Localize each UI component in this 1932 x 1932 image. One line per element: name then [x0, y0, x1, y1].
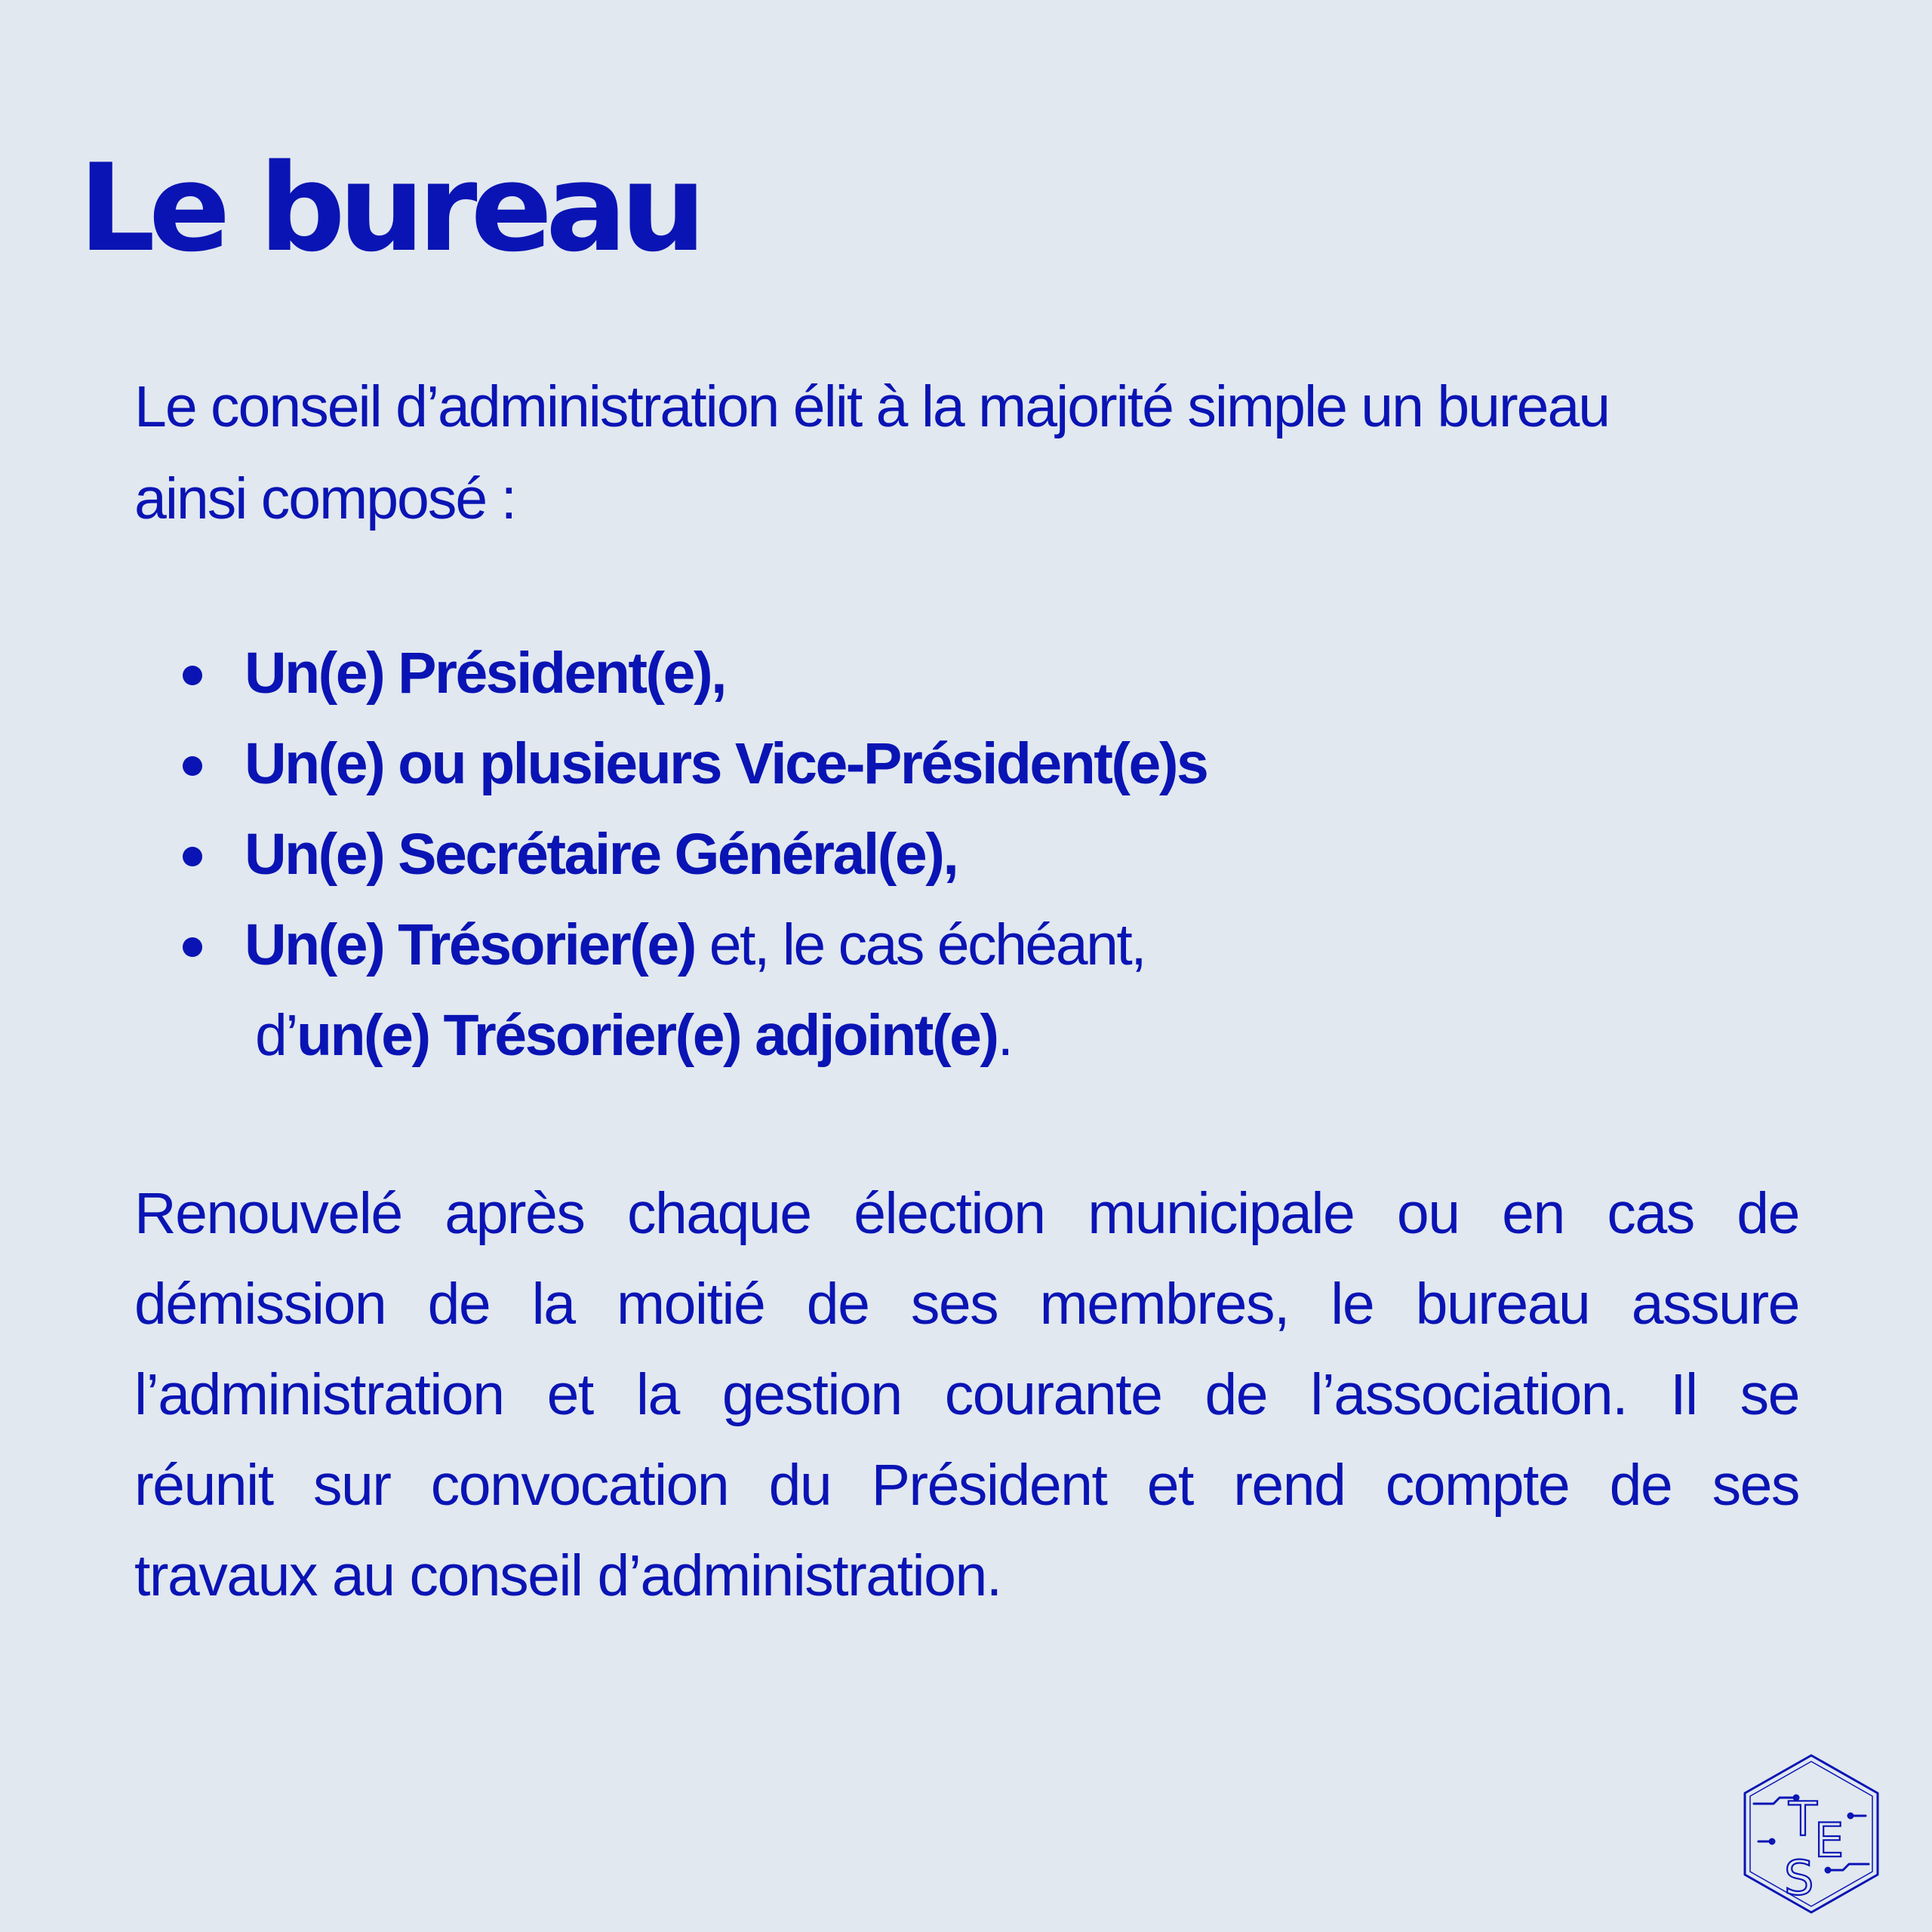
- role-prefix: d’: [255, 1003, 297, 1068]
- paragraph-word: Président: [871, 1453, 1107, 1518]
- role-suffix: .: [997, 1003, 1012, 1068]
- paragraph-line: [134, 1440, 1799, 1531]
- logo-letter-s: S: [1784, 1850, 1814, 1906]
- paragraph-word: de: [1737, 1181, 1799, 1246]
- paragraph-word: municipale: [1088, 1181, 1355, 1246]
- role-label: Un(e) Trésorier(e): [245, 912, 695, 977]
- roles-list: [134, 628, 1799, 1081]
- bullet-icon: [183, 756, 202, 776]
- paragraph-word: de: [1204, 1362, 1268, 1427]
- paragraph-word: en: [1502, 1181, 1564, 1246]
- logo-letter-e: E: [1814, 1813, 1844, 1868]
- bullet-icon: [183, 666, 202, 685]
- paragraph-word: démission: [134, 1272, 386, 1337]
- paragraph-word: élection: [854, 1181, 1045, 1246]
- role-label: Un(e) Secrétaire Général(e),: [245, 822, 958, 887]
- paragraph-word: de: [427, 1272, 491, 1337]
- paragraph-word: la: [531, 1272, 575, 1337]
- paragraph-word: assure: [1631, 1272, 1799, 1337]
- role-label: Un(e) ou plusieurs Vice-Président(e)s: [245, 731, 1208, 796]
- paragraph-word: membres,: [1039, 1272, 1289, 1337]
- paragraph-word: cas: [1607, 1181, 1694, 1246]
- paragraph-word: courante: [944, 1362, 1162, 1427]
- role-item-vice-president: [134, 718, 1799, 809]
- paragraph-word: Il: [1670, 1362, 1697, 1427]
- paragraph-last-line: travaux au conseil d’administration.: [134, 1543, 1001, 1608]
- paragraph-word: de: [806, 1272, 869, 1337]
- paragraph-word: le: [1331, 1272, 1374, 1337]
- paragraph-word: bureau: [1415, 1272, 1590, 1337]
- paragraph-word: après: [445, 1181, 585, 1246]
- closing-paragraph: [134, 1168, 1799, 1621]
- intro-paragraph: [134, 361, 1799, 545]
- bullet-icon: [183, 847, 202, 866]
- paragraph-word: chaque: [626, 1181, 811, 1246]
- hexagon-circuit-logo-icon: [1736, 1751, 1887, 1917]
- logo-letter-t: T: [1789, 1792, 1817, 1847]
- paragraph-word: convocation: [430, 1453, 729, 1518]
- bullet-icon: [183, 937, 202, 957]
- paragraph-word: l’administration: [134, 1362, 504, 1427]
- paragraph-line: [134, 1259, 1799, 1349]
- paragraph-word: se: [1740, 1362, 1799, 1427]
- paragraph-word: ses: [1712, 1453, 1799, 1518]
- role-item-secretary: [134, 809, 1799, 900]
- paragraph-word: et: [546, 1362, 593, 1427]
- paragraph-line: [134, 1349, 1799, 1440]
- paragraph-word: Renouvelé: [134, 1181, 402, 1246]
- intro-line: Le conseil d’administration élit à la majorité simple un bureau: [134, 374, 1610, 439]
- paragraph-word: réunit: [134, 1453, 273, 1518]
- page-title: Le bureau: [78, 137, 700, 278]
- role-item-president: [134, 628, 1799, 718]
- paragraph-word: et: [1146, 1453, 1193, 1518]
- role-item-treasurer: [134, 900, 1799, 1081]
- paragraph-word: rend: [1233, 1453, 1346, 1518]
- intro-line: ainsi composé :: [134, 466, 515, 531]
- role-label: Un(e) Président(e),: [245, 641, 726, 706]
- paragraph-word: compte: [1385, 1453, 1570, 1518]
- paragraph-word: l’association.: [1310, 1362, 1628, 1427]
- role-note: et, le cas échéant,: [694, 912, 1146, 977]
- role-continuation: [245, 990, 1799, 1081]
- paragraph-word: de: [1609, 1453, 1672, 1518]
- paragraph-word: moitié: [616, 1272, 765, 1337]
- paragraph-word: ou: [1396, 1181, 1460, 1246]
- paragraph-word: gestion: [721, 1362, 902, 1427]
- paragraph-word: la: [635, 1362, 679, 1427]
- paragraph-word: du: [768, 1453, 832, 1518]
- paragraph-line: [134, 1168, 1799, 1259]
- paragraph-word: sur: [312, 1453, 391, 1518]
- paragraph-word: ses: [910, 1272, 998, 1337]
- role-label-deputy: un(e) Trésorier(e) adjoint(e): [296, 1003, 998, 1068]
